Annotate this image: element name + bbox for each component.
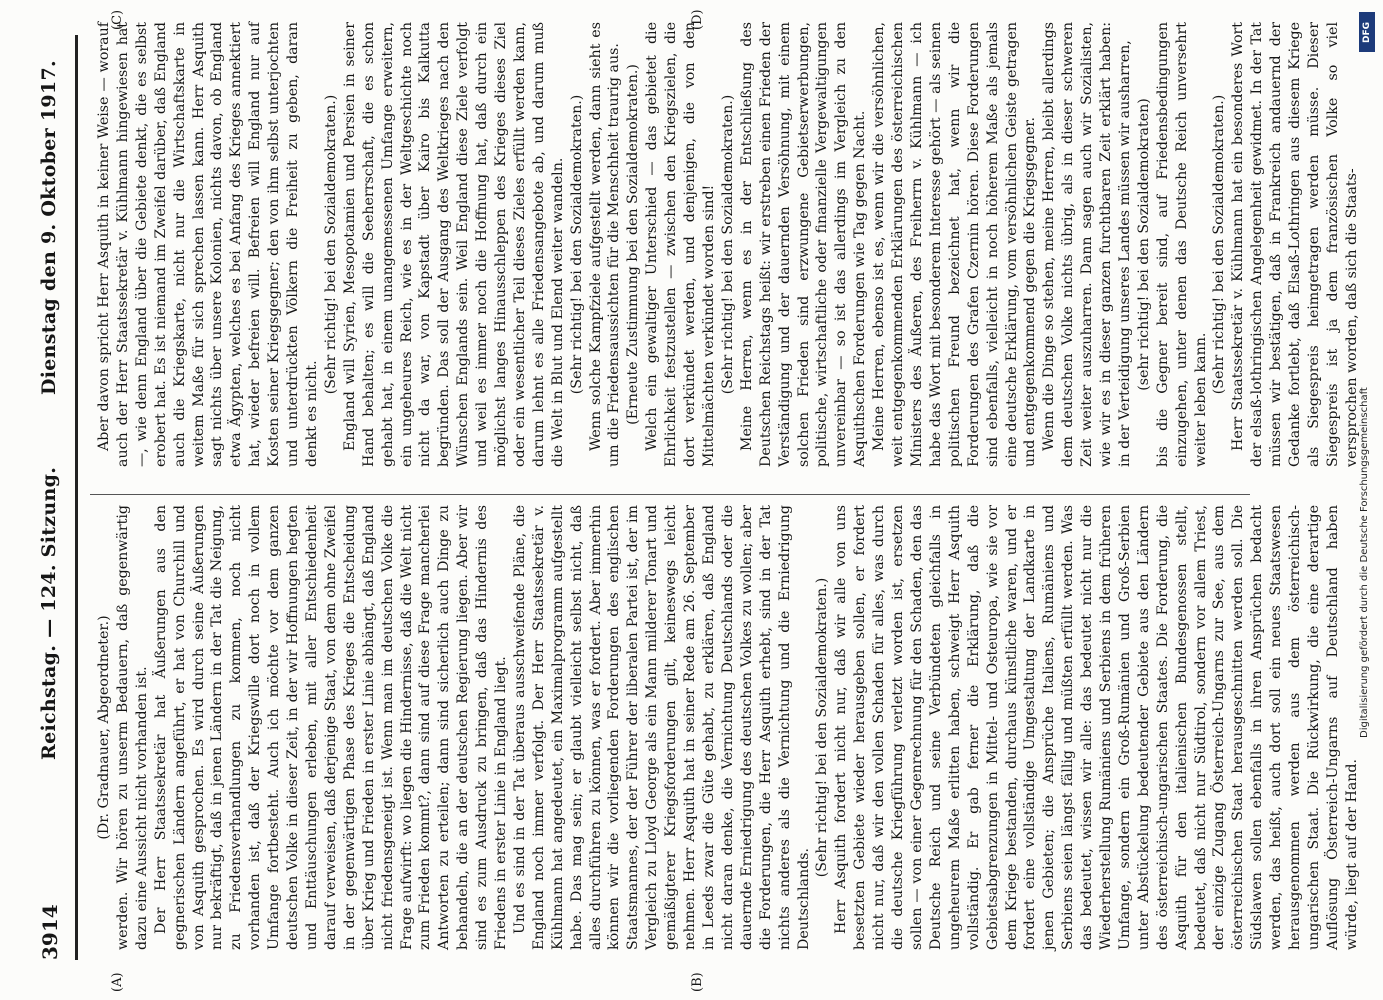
paragraph: Meine Herren, wenn es in der Entschließung des Deutschen Reichstags heißt: wir erstreben einen Frieden der Verständigung und der dauernden Versöhnung, mit einem solchen Frieden sind erzwungene Gebietserwerbungen, politische, wirtschaftliche oder finanzielle Vergewaltigungen unvereinbar — so ist das allerdings im Vergleich zu den Asquithschen Forderungen wie Tag gegen Nacht. — [738, 22, 869, 467]
paragraph: Herr Staatssekretär v. Kühlmann hat ein besonderes Wort der elsaß-lothringischen Angelegenheit gewidmet. In der Tat müssen wir bestätigen, daß in Frankreich andauernd der Gedanke fortlebt, daß Elsaß-Lothringen aus diesem Kriege als Siegespreis heimgetragen werden müsse. Dieser Siegespreis ist ja dem französischen Volke so viel versprochen worden, daß sich die Staats- — [1230, 22, 1360, 467]
interjection: (Sehr richtig! bei den Sozialdemokraten.) — [568, 94, 585, 395]
paragraph: Wenn solche Kampfziele aufgestellt werden, dann sieht es um die Friedensaussichten für die Menschheit traurig aus. — [587, 22, 623, 467]
header-rule — [75, 35, 78, 960]
margin-marker-b: (B) — [690, 972, 705, 992]
paragraph: Aber davon spricht Herr Asquith in keiner Weise — worauf auch der Herr Staatssekretär v. Kühlmann hingewiesen hat —, wie denn England über die Gebiete denkt, die es selbst erobert hat. Es ist niemand im Zweifel darüber, daß England auch die Kriegskarte, nicht nur die Wirtschaftskarte in weitem Maße für sich sprechen lassen kann. Herr Asquith sagt nichts über unsere Kolonien, nichts davon, ob England etwa Ägypten, welches es bei Anfang des Krieges annektiert hat, wieder befreien will. Befreien will England nur auf Kosten seiner Kriegsgegner; den von ihm selbst unterjochten und unterdrückten Völkern die Freiheit zu geben, daran denkt es nicht. — [96, 22, 320, 467]
interjection: (sehr richtig! bei den Sozialdemokraten) — [1135, 98, 1152, 391]
margin-marker-a: (A) — [110, 972, 125, 992]
page-number: 3914 — [38, 904, 62, 960]
speaker-line: (Dr. Gradnauer, Abgeordneter.) — [96, 615, 112, 840]
paragraph: Und es sind in der Tat überaus ausschweifende Pläne, die England noch immer verfolgt. Der Herr Staatssekretär v. Kühlmann hat angedeutet, ein Maximalprogramm aufgestellt habe. Das mag sein; er glaubt vielleicht selbst nicht, daß alles durchführen zu können, was er fordert. Aber immerhin können wir die vorliegenden Forderungen des englischen Staatsmannes, der der Führer der liberalen Partei ist, der im Vergleich zu Lloyd George als ein Mann milderer Tonart und gemäßigterer Kriegsforderungen gilt, keineswegs leicht nehmen. Herr Asquith hat in seiner Rede am 26. September in Leeds zwar die Güte gehabt, zu erklären, daß England nicht daran denke, die Vernichtung Deutschlands oder die dauernde Erniedrigung des deutschen Volkes zu wollen; aber die Forderungen, die Herr Asquith erhebt, sind in der Tat nichts anderes als die Vernichtung und die Erniedrigung Deutschlands. — [511, 505, 812, 950]
column-divider — [90, 494, 1250, 495]
right-column — [95, 22, 1362, 467]
margin-marker-c: (C) — [110, 9, 125, 30]
paragraph: werden. Wir hören zu unserm Bedauern, daß gegenwärtig dazu eine Aussicht nicht vorhanden ist. — [114, 505, 150, 950]
paragraph: Welch ein gewaltiger Unterschied — das gebietet die Ehrlichkeit festzustellen — zwischen den Kriegszielen, die dort verkündet werden, und denjenigen, die von den Mittelmächten verkündet worden sind! — [644, 22, 717, 467]
interjection: (Erneute Zustimmung bei den Sozialdemokraten.) — [625, 64, 642, 425]
margin-marker-d: (D) — [690, 9, 705, 30]
interjection: (Sehr richtig! bei den Sozialdemokraten.) — [719, 94, 736, 395]
digitization-credit — [1355, 10, 1377, 990]
session-title: Reichstag. — 124. Sitzung. — [38, 466, 60, 760]
paragraph: Meine Herren, ebenso ist es, wenn wir die versöhnlichen, weit entgegenkommenden Erklärungen des österreichischen Ministers des Äußeren, des Freiherrn v. Kühlmann — ich habe das Wort mit besonderem Interesse gehört — als seinen politischen Freund bezeichnet hat, wenn wir die Forderungen des Grafen Czernin hören. Diese Forderungen sind ebenfalls, vielleicht in noch höherem Maße als jemals eine deutsche Erklärung, vom versöhnlichen Geiste getragen und entgegenkommend gegen die Kriegsgegner. — [871, 22, 1039, 467]
interjection: (Sehr richtig! bei den Sozialdemokraten.) — [814, 577, 831, 878]
paragraph: England will Syrien, Mesopotamien und Persien in seiner Hand behalten; es will die Seeherrschaft, die es schon gehabt hat, in einem unangemessenen Umfange erweitern, ein ungeheures Reich, wie es in der Weltgeschichte noch nicht da war, von Kapstadt über Kairo bis Kalkutta begründen. Das soll der Ausgang des Weltkrieges nach den Wünschen Englands sein. Weil England diese Ziele verfolgt und weil es immer noch die Hoffnung hat, daß durch ein möglichst langes Hinausschleppen des Krieges dieses Ziel oder ein wesentlicher Teil dieses Zieles erfüllt werden kann, darum lehnt es alle Friedensangebote ab, und darum muß die Welt in Blut und Elend weiter wandeln. — [341, 22, 566, 467]
paragraph: Der Herr Staatssekretär hat Äußerungen aus den gegnerischen Ländern angeführt, er hat von Churchill und von Asquith gesprochen. Es wird durch seine Äußerungen nur bekräftigt, daß in jenen Ländern in der Tat die Neigung, zu Friedensverhandlungen zu kommen, noch nicht vorhanden ist, daß der Kriegswille dort noch in vollem Umfange fortbesteht. Auch ich möchte vor dem ganzen deutschen Volke in dieser Zeit, in der wir Hoffnungen hegten und Enttäuschungen erleben, mit aller Entschiedenheit darauf verweisen, daß derjenige Staat, von dem ohne Zweifel in der gegenwärtigen Phase des Krieges die Entscheidung über Krieg und Frieden in erster Linie abhängt, daß England nicht friedensgeneigt ist. Wenn man im deutschen Volke die Frage aufwirft: wo liegen die Hindernisse, daß die Welt nicht zum Frieden kommt?, dann sind auf diese Frage mancherlei Antworten zu erteilen; dann sind sicherlich auch Dinge zu behandeln, die an der deutschen Regierung liegen. Aber wir sind es zum Ausdruck zu bringen, daß das Hindernis des Friedens in erster Linie in England liegt. — [152, 505, 510, 950]
paragraph: Herr Asquith fordert nicht nur, daß wir alle von uns besetzten Gebiete wieder herausgeben sollen, er fordert nicht nur, daß wir den vollen Schaden für alles, was durch die deutsche Kriegführung verletzt worden ist, ersetzen sollen — von einer Gegenrechnung für den Schaden, den das Deutsche Reich und seine Verbündeten gleichfalls in ungeheurem Maße erlitten haben, schweigt Herr Asquith vollständig. Er gab ferner die Erklärung, daß die Gebietsabgrenzungen in Mittel- und Osteuropa, wie sie vor dem Kriege bestanden, durchaus künstliche waren, und er fordert eine vollständige Umgestaltung der Landkarte in jenen Gebieten; die Ansprüche Italiens, Rumäniens und Serbiens seien längst fällig und müßten erfüllt werden. Was das bedeutet, wissen wir alle: das bedeutet nicht nur die Wiederherstellung Rumäniens und Serbiens in dem früheren Umfange, sondern ein Groß-Rumänien und Groß-Serbien unter Abstückelung bedeutender Gebiete aus den Ländern des österreichisch-ungarischen Staates. Die Forderung, die Asquith für den italienischen Bundesgenossen stellt, bedeutet, daß nicht nur Südtirol, sondern vor allem Triest, der einzige Zugang Österreich-Ungarns zur See, aus dem österreichischen Staat herausgeschnitten werden soll. Die Südslawen sollen ebenfalls in ihren Ansprüchen bedacht werden, das heißt, auch dort soll ein neues Staatswesen herausgenommen werden aus dem österreichisch-ungarischen Staat. Die Rückwirkung, die eine derartige Auflösung Österreich-Ungarns auf Deutschland haben würde, liegt auf der Hand. — [833, 505, 1360, 950]
paragraph: Wenn die Dinge so stehen, meine Herren, bleibt allerdings dem deutschen Volke nichts übrig, als in dieser schweren Zeit weiter auszuharren. Dann sagen auch wir Sozialisten, wie wir es in dieser ganzen furchtbaren Zeit erklärt haben: in der Verteidigung unseres Landes müssen wir ausharren, — [1041, 22, 1133, 467]
left-column — [95, 505, 1362, 950]
credit-text: Digitalisierung gefördert durch die Deutsche Forschungsgemeinschaft — [1359, 387, 1370, 738]
session-date: Dienstag den 9. Oktober 1917. — [38, 60, 60, 395]
dfg-logo: DFG — [1359, 12, 1375, 52]
paragraph: bis die Gegner bereit sind, auf Friedensbedingungen einzugehen, unter denen das Deutsche Reich unversehrt weiter leben kann. — [1154, 22, 1209, 467]
interjection: (Sehr richtig! bei den Sozialdemokraten.) — [322, 94, 339, 395]
page-header — [30, 35, 80, 960]
interjection: (Sehr richtig! bei den Sozialdemokraten.) — [1211, 94, 1228, 395]
